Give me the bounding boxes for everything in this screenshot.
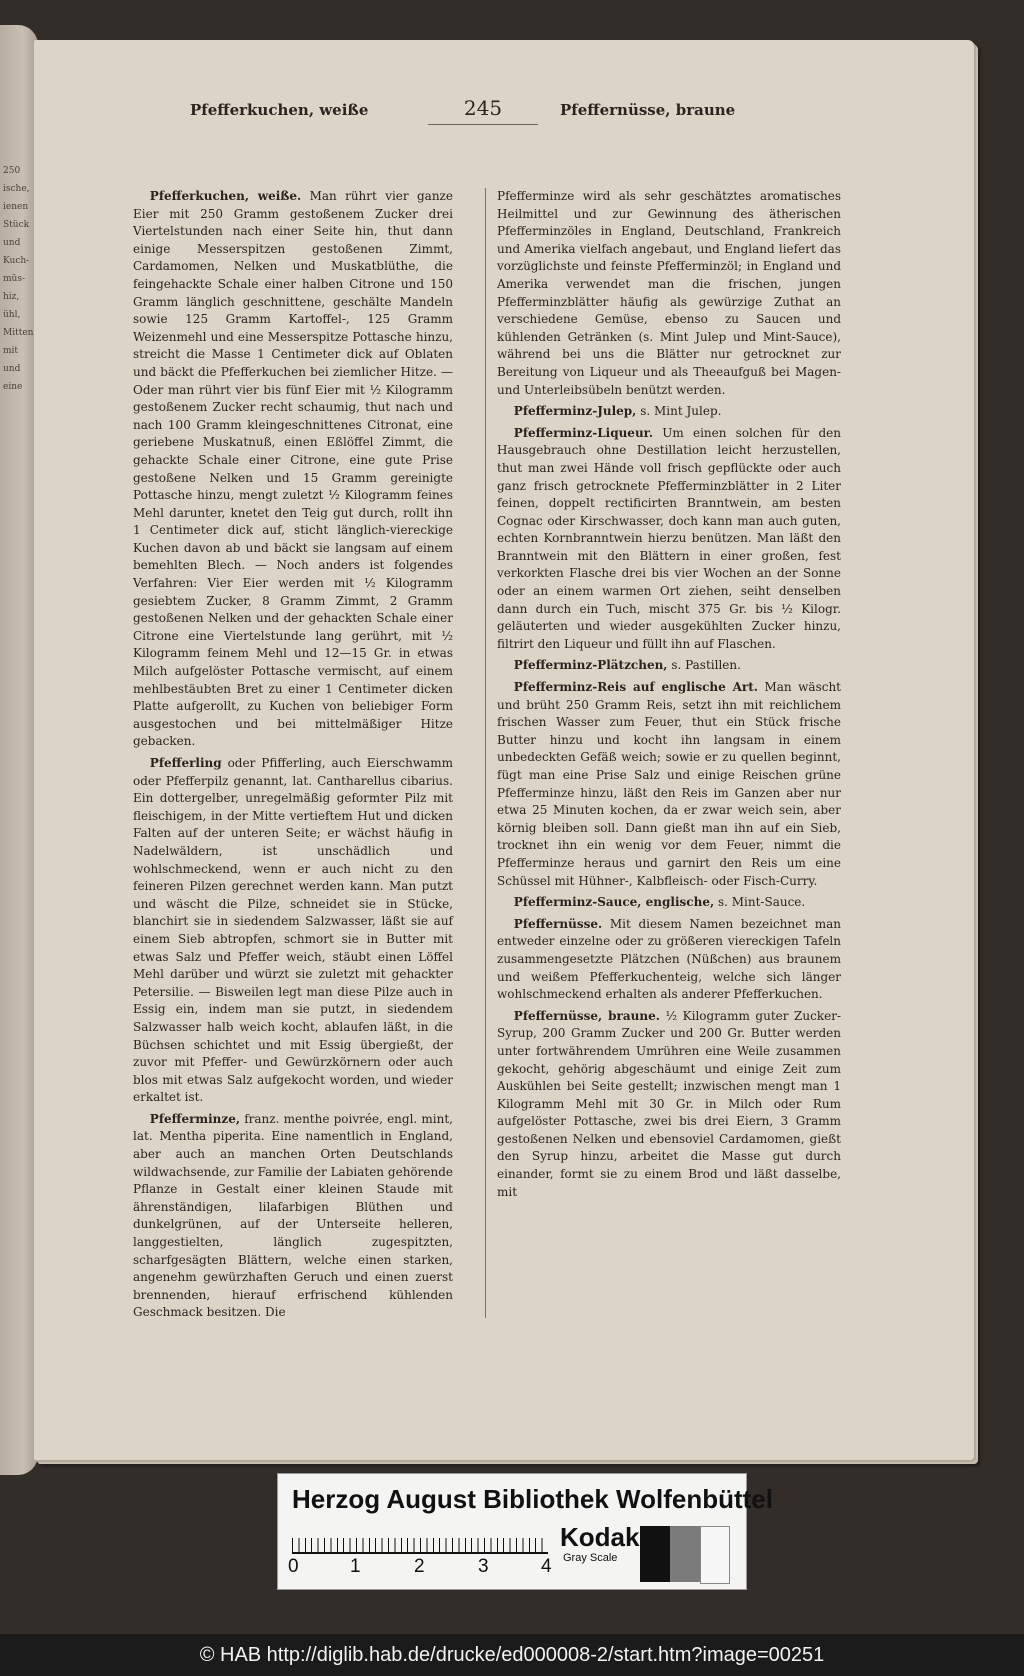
dictionary-entry bbox=[497, 679, 841, 890]
previous-page-edge bbox=[0, 25, 38, 1475]
entry-text: s. Pastillen. bbox=[671, 658, 741, 673]
entry-text: oder Pfifferling, auch Eierschwamm oder Pfefferpilz genannt, lat. Cantharellus cibarius. Ein dottergelber, unregelmäßig geformter Pilz mit fleischigem, in der Mitte vertieftem Hut und dicken Falten auf der unteren Seite; er wächst häufig in Nadelwäldern, ist unschädlich und wohlschmeckend, wenn er auch nicht zu den feineren Pilzen gerechnet werden kann. Man putzt und wäscht die Pilze, schneidet sie in Stücke, blanchirt sie in siedendem Salzwasser, läßt sie auf einem Sieb abtropfen, schmort sie in Butter mit etwas Salz und Pfeffer weich, stäubt einen Löffel Mehl darüber und würzt sie zuletzt mit gehackter Petersilie. — Bisweilen legt man diese Pilze auch in Essig ein, indem man sie putzt, in siedendem Salzwasser halb weich kocht, ablaufen läßt, in die Büchsen schichtet und mit Essig übergießt, der zuvor mit Pfeffer- und Gewürzkörnern oder auch blos mit etwas Salz aufgekocht worden, und wieder erkaltet ist. bbox=[133, 756, 453, 1105]
text-column-right bbox=[497, 188, 841, 1205]
scale-number: 1 bbox=[350, 1556, 361, 1577]
entry-headword: Pfefferkuchen, weiße. bbox=[149, 189, 302, 203]
entry-headword: Pfeffernüsse. bbox=[513, 916, 603, 931]
scale-number: 0 bbox=[288, 1556, 299, 1577]
gray-patch-black bbox=[640, 1526, 670, 1582]
entry-headword: Pfefferminz-Julep, bbox=[513, 404, 637, 419]
dictionary-entry bbox=[497, 425, 841, 654]
prev-page-text-fragment: Kuch- bbox=[3, 256, 30, 266]
scale-ruler bbox=[292, 1526, 548, 1554]
prev-page-text-fragment: und bbox=[3, 364, 21, 374]
library-name: Herzog August Bibliothek Wolfenbüttel bbox=[292, 1484, 773, 1514]
dictionary-entry bbox=[497, 894, 841, 912]
gray-patch-mid bbox=[670, 1526, 700, 1582]
dictionary-entry bbox=[497, 403, 841, 421]
entry-headword: Pfefferminz-Liqueur. bbox=[513, 425, 654, 440]
running-head-right: Pfeffernüsse, braune bbox=[560, 101, 736, 119]
entry-text: Pfefferminze wird als sehr geschätztes aromatisches Heilmittel und zur Gewinnung des ätherischen Pfefferminzöles in England, Deutschland, Frankreich und Amerika vielfach angebaut, und England liefert das vorzüglichste und feinste Pfefferminzöl; in England und Amerika verwendet man die frischen, jungen Pfefferminzblätter häufig als gewürzige Zuthat an verschiedene Gemüse, ebenso zu Saucen und kühlenden Getränken (s. Mint Julep und Mint-Sauce), während bei uns die Blätter nur getrocknet zur Bereitung von Liqueur und als Theeaufguß bei Magen- und Unterleibsübeln benützt werden. bbox=[497, 189, 841, 397]
prev-page-text-fragment: Mitten bbox=[3, 328, 34, 338]
copyright-footer: © HAB http://diglib.hab.de/drucke/ed000008-2/start.htm?image=00251 bbox=[0, 1634, 1024, 1676]
entry-headword: Pfefferminz-Plätzchen, bbox=[513, 658, 668, 673]
entry-text: Man rührt vier ganze Eier mit 250 Gramm gestoßenem Zucker drei Viertelstunden nach einer Seite hin, thut dann einige Messerspitzen gestoßenen Zimmt, Cardamomen, Nelken und Muskatblüthe, die feingehackte Schale einer halben Citrone und 150 Gramm länglich geschnittene, geschälte Mandeln sowie 125 Gramm Kartoffel-, 125 Gramm Weizenmehl und eine Messerspitze Pottasche hinzu, streicht die Masse 1 Centimeter dick auf Oblaten und bäckt die Pfefferkuchen bei ziemlicher Hitze. — Oder man rührt vier bis fünf Eier mit ½ Kilogramm gestoßenem Zucker recht schaumig, thut nach und nach 100 Gramm kleingeschnittenes Citronat, eine geriebene Muskatnuß, einen Eßlöffel Zimmt, die gehackte Schale einer Citrone, eine gute Prise gestoßene Nelken und 15 Gramm gereinigte Pottasche hinzu, mengt zuletzt ½ Kilogramm feines Mehl darunter, knetet den Teig gut durch, rollt ihn 1 Centimeter dick auf, sticht länglich-viereckige Kuchen davon ab und bäckt sie langsam auf einem bemehlten Blech. — Noch anders ist folgendes Verfahren: Vier Eier werden mit ½ Kilogramm gesiebtem Zucker, 8 Gramm Zimmt, 2 Gramm gestoßenen Nelken und der gehackten Schale einer Citrone eine Viertelstunde lang gerührt, mit ½ Kilogramm feinem Mehl und 12—15 Gr. in etwas Milch aufgelöster Pottasche vermischt, auf einem mehlbestäubten Bret zu einer 1 Centimeter dicken Platte aufgerollt, zu Kuchen von beliebiger Form ausgestochen und bei mittelmäßiger Hitze gebacken. bbox=[133, 189, 453, 749]
prev-page-text-fragment: Stück bbox=[3, 220, 30, 230]
scale-number: 3 bbox=[478, 1556, 489, 1577]
dictionary-entry bbox=[497, 1008, 841, 1202]
color-target-card bbox=[277, 1473, 773, 1590]
dictionary-entry bbox=[133, 188, 453, 751]
entry-text: Mit diesem Namen bezeichnet man entweder einzelne oder zu größeren viereckigen Tafeln zusammengesetzte Plätzchen (Nüßchen) aus braunem und weißem Pfefferkuchenteig, welche sich länger wohlschmeckend erhalten als anderer Pfefferkuchen. bbox=[497, 916, 841, 1002]
kodak-logo: Kodak bbox=[560, 1522, 640, 1552]
entry-text: s. Mint-Sauce. bbox=[717, 895, 806, 910]
entry-headword: Pfefferminz-Reis auf englische Art. bbox=[513, 680, 758, 695]
entry-headword: Pfefferminze, bbox=[149, 1111, 241, 1126]
entry-text: ½ Kilogramm guter Zucker-Syrup, 200 Gramm Zucker und 200 Gr. Butter werden unter fortwährendem Umrühren eine Weile zusammen gekocht, gehörig abgeschäumt und einige Zeit zum Auskühlen bei Seite gestellt; inzwischen mengt man 1 Kilogramm Mehl mit 30 Gr. in Milch oder Rum aufgelöster Pottasche, zwei bis drei Eiern, 3 Gramm gestoßenen Nelken und ebensoviel Cardamomen, gießt den Syrup hinzu, arbeitet die Masse gut durch einander, formt sie zu einem Brod und läßt dasselbe, mit bbox=[497, 1008, 841, 1199]
dictionary-entry bbox=[133, 1111, 453, 1322]
column-rule bbox=[485, 188, 486, 1318]
dictionary-entry bbox=[497, 657, 841, 675]
prev-page-text-fragment: eine bbox=[3, 382, 23, 392]
dictionary-entry bbox=[497, 916, 841, 1004]
running-head-left: Pfefferkuchen, weiße bbox=[190, 101, 369, 119]
page-number: 245 bbox=[428, 96, 538, 125]
prev-page-text-fragment: 250 bbox=[3, 166, 21, 176]
gray-patch-white bbox=[700, 1526, 730, 1584]
scale-number: 4 bbox=[541, 1556, 552, 1577]
prev-page-text-fragment: hiz, bbox=[3, 292, 20, 302]
entry-headword: Pfefferminz-Sauce, englische, bbox=[513, 895, 715, 910]
entry-text: Man wäscht und brüht 250 Gramm Reis, setzt ihn mit reichlichem frischen Wasser zum Feuer, thut ein Stück frische Butter hinzu und kocht ihn langsam in einem unbedeckten Gefäß weich; sowie er zu quellen beginnt, fügt man eine Prise Salz und einige Reischen grüne Pfefferminze hinzu, läßt den Reis im Ganzen aber nur etwa 25 Minuten kochen, da er zwar weich sein, aber körnig bleiben soll. Dann gießt man ihn auf ein Sieb, trocknet ihn ein wenig vor dem Feuer, nimmt die Pfefferminze heraus und garnirt den Reis um eine Schüssel mit Hühner-, Kalbfleisch- oder Fisch-Curry. bbox=[497, 680, 841, 888]
prev-page-text-fragment: ienen bbox=[3, 202, 29, 212]
entry-text: franz. menthe poivrée, engl. mint, lat. Mentha piperita. Eine namentlich in England, aber auch an manchen Orten Deutschlands wildwachsende, zur Familie der Labiaten gehörende Pflanze in Gestalt einer kleinen Staude mit ährenständigen, lilafarbigen Blüthen und dunkelgrünen, auf der Unterseite helleren, langgestielten, länglich zugespitzten, scharfgesägten Blättern, welche einen starken, angenehm gewürzhaften Geruch und einen zuerst brennenden, hierauf erfrischend kühlenden Geschmack besitzen. Die bbox=[133, 1111, 453, 1320]
scale-number: 2 bbox=[414, 1556, 425, 1577]
dictionary-entry bbox=[497, 188, 841, 399]
prev-page-text-fragment: und bbox=[3, 238, 21, 248]
gray-scale-label: Gray Scale bbox=[563, 1552, 618, 1564]
prev-page-text-fragment: ühl, bbox=[3, 310, 21, 320]
entry-text: s. Mint Julep. bbox=[640, 404, 722, 419]
entry-headword: Pfeffernüsse, braune. bbox=[513, 1008, 660, 1023]
prev-page-text-fragment: ische, bbox=[3, 184, 30, 194]
entry-text: Um einen solchen für den Hausgebrauch ohne Destillation leicht herzustellen, thut man zwei Hände voll frisch gepflückte oder auch ganz frisch getrocknete Pfefferminzblätter in 2 Liter feinen, doppelt rectificirten Branntwein, am besten Cognac oder Kirschwasser, doch kann man auch guten, echten Kornbranntwein hierzu benützen. Man läßt den Branntwein mit den Blättern in einer großen, fest verkorkten Flasche drei bis vier Wochen an der Sonne oder an einem warmen Ort ziehen, seiht denselben dann durch ein Tuch, mischt 375 Gr. bis ½ Kilogr. geläuterten und wieder ausgekühlten Zucker hinzu, filtrirt den Liqueur und füllt ihn auf Flaschen. bbox=[497, 425, 841, 651]
prev-page-text-fragment: mit bbox=[3, 346, 19, 356]
entry-headword: Pfefferling bbox=[149, 756, 222, 770]
prev-page-text-fragment: müs- bbox=[3, 274, 25, 284]
dictionary-entry bbox=[133, 755, 453, 1107]
text-column-left bbox=[133, 188, 453, 1326]
